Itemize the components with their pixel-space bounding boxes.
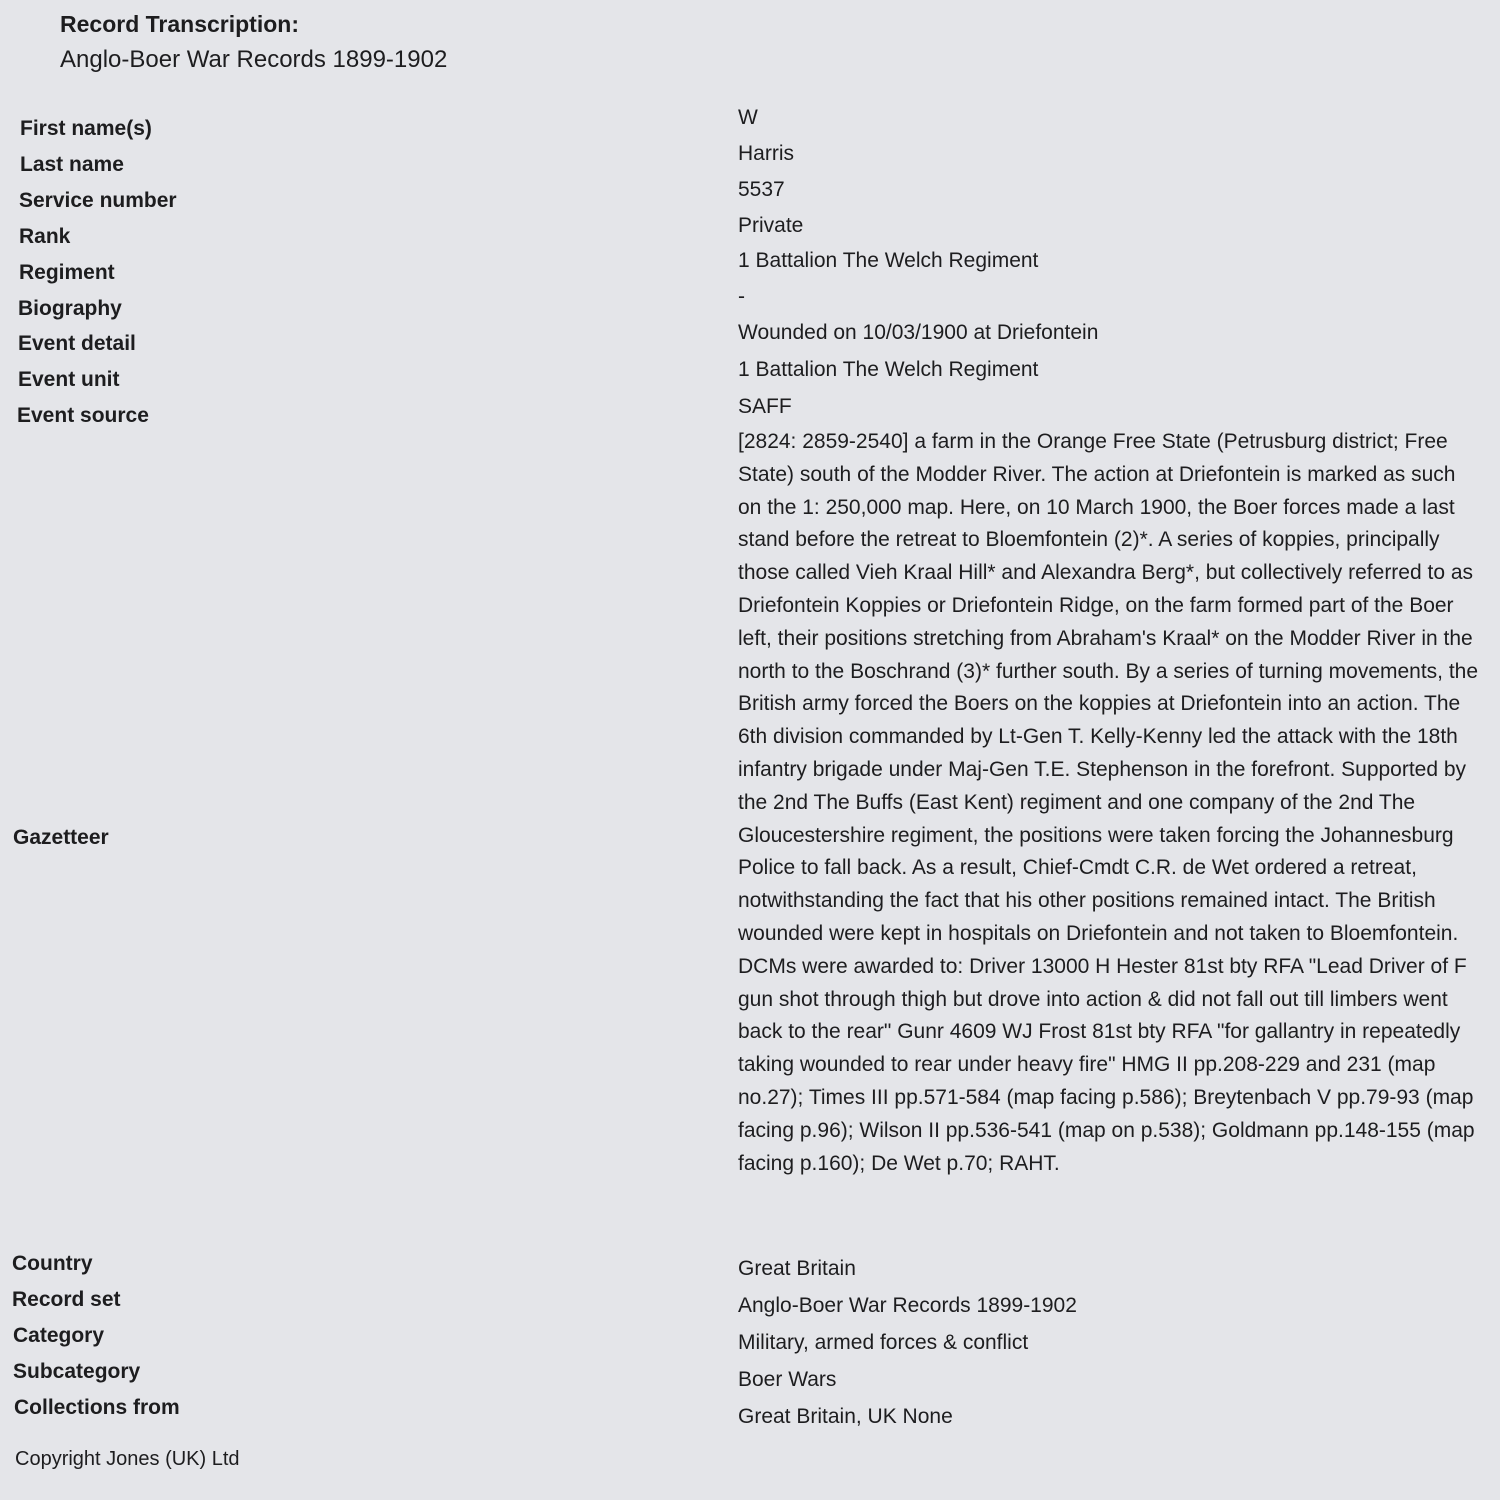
record-subtitle: Anglo-Boer War Records 1899-1902 [60,46,448,73]
service-number-value: 5537 [738,178,785,201]
service-number-label: Service number [19,189,177,212]
copyright-notice: Copyright Jones (UK) Ltd [15,1448,240,1470]
event-source-label: Event source [17,404,149,427]
event-source-value: SAFF [738,395,792,418]
last-name-value: Harris [738,142,794,165]
gazetteer-label: Gazetteer [13,826,109,849]
regiment-value: 1 Battalion The Welch Regiment [738,249,1039,272]
record-set-label: Record set [12,1288,121,1311]
record-set-value: Anglo-Boer War Records 1899-1902 [738,1294,1077,1317]
subcategory-label: Subcategory [13,1360,141,1383]
biography-label: Biography [18,297,122,320]
event-detail-label: Event detail [18,332,136,355]
rank-label: Rank [19,225,71,248]
gazetteer-value: [2824: 2859-2540] a farm in the Orange Free State (Petrusburg district; Free State) south of the Modder River. The action at Driefontein is marked as such on the 1: 250,000 map. Here, on 10 March 1900, the Boer forces made a last stand before the retreat to Bloemfontein (2)*. A series of koppies, principally those called Vieh Kraal Hill* and Alexandra Berg*, but collectively referred to as Driefontein Koppies or Driefontein Ridge, on the farm formed part of the Boer left, their positions stretching from Abraham's Kraal* on the Modder River in the north to the Boschrand (3)* further south. By a series of turning movements, the British army forced the Boers on the koppies at Driefontein into an action. The 6th division commanded by Lt-Gen T. Kelly-Kenny led the attack with the 18th infantry brigade under Maj-Gen T.E. Stephenson in the forefront. Supported by the 2nd The Buffs (East Kent) regiment and one company of the 2nd The Gloucestershire regiment, the positions were taken forcing the Johannesburg Police to fall back. As a result, Chief-Cmdt C.R. de Wet ordered a retreat, notwithstanding the fact that his other positions remained intact. The British wounded were kept in hospitals on Driefontein and not taken to Bloemfontein. DCMs were awarded to: Driver 13000 H Hester 81st bty RFA "Lead Driver of F gun shot through thigh but drove into action & did not fall out till limbers went back to the rear" Gunr 4609 WJ Frost 81st bty RFA "for gallantry in repeatedly taking wounded to rear under heavy fire" HMG II pp.208-229 and 231 (map no.27); Times III pp.571-584 (map facing p.586); Breytenbach V pp.79-93 (map facing p.96); Wilson II pp.536-541 (map on p.538); Goldmann pp.148-155 (map facing p.160); De Wet p.70; RAHT. [738,430,1479,1175]
event-unit-value: 1 Battalion The Welch Regiment [738,358,1039,381]
collections-from-value: Great Britain, UK None [738,1405,953,1428]
category-label: Category [13,1324,105,1347]
event-detail-value: Wounded on 10/03/1900 at Driefontein [738,321,1099,344]
rank-value: Private [738,214,804,237]
regiment-label: Regiment [19,261,115,284]
first-names-label: First name(s) [20,117,152,140]
last-name-label: Last name [20,153,124,176]
first-names-value: W [738,106,758,129]
collections-from-label: Collections from [14,1396,180,1419]
event-unit-label: Event unit [18,368,120,391]
biography-value: - [738,285,745,308]
country-value: Great Britain [738,1257,856,1280]
record-header [60,10,447,76]
category-value: Military, armed forces & conflict [738,1331,1029,1354]
subcategory-value: Boer Wars [738,1368,837,1391]
record-title: Record Transcription: [60,11,299,37]
country-label: Country [12,1252,93,1275]
